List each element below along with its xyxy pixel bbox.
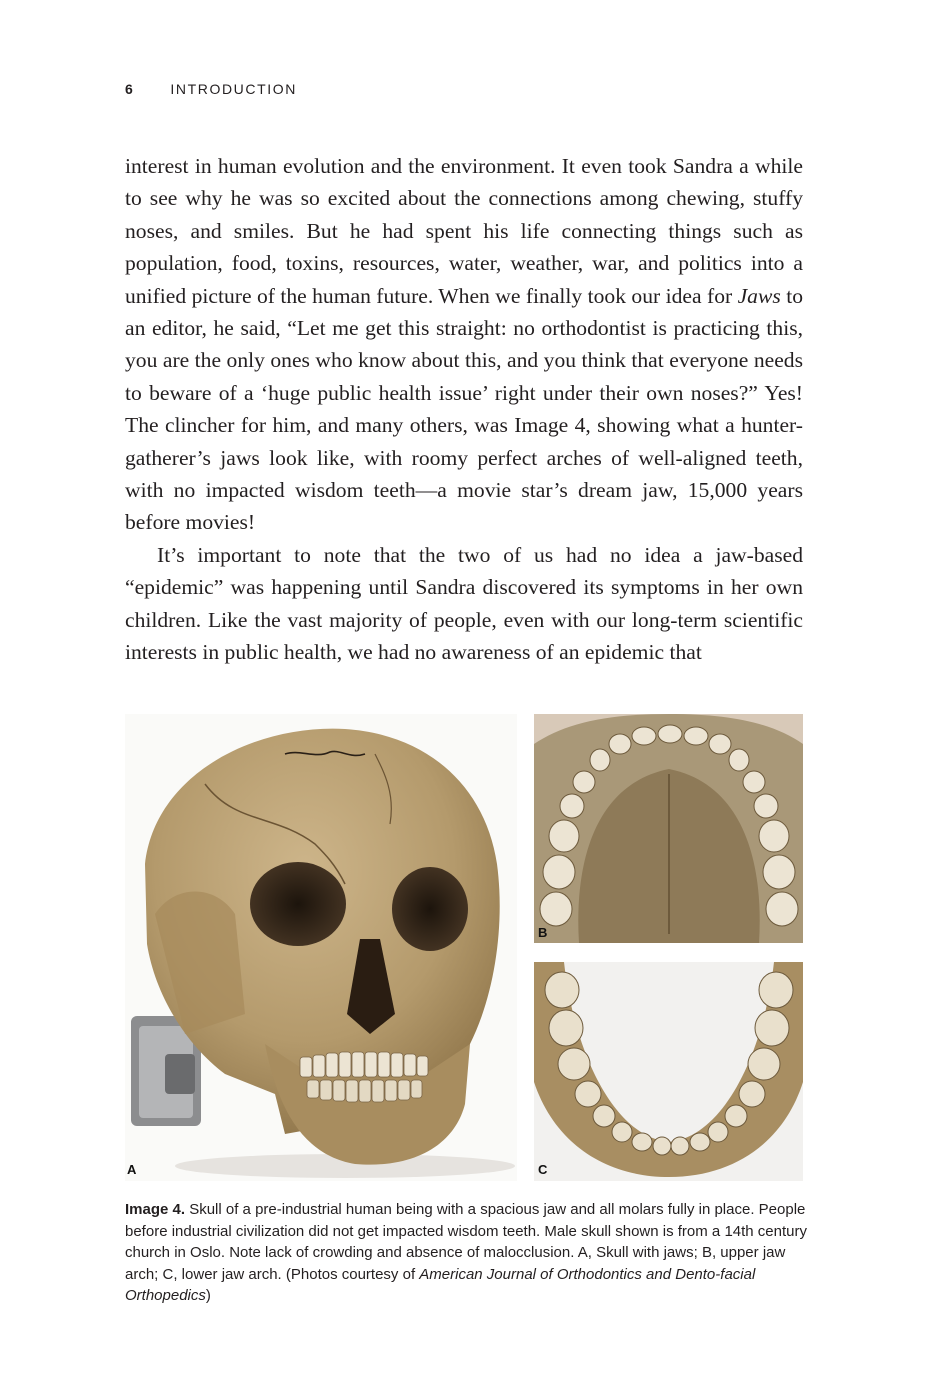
paragraph-2: It’s important to note that the two of us had no idea a jaw-based “epidemic” was happening until Sandra discovered its symptoms in her own children. Like the vast majority of people, even with our long-term scientific interests in public health, we had no awareness of an epidemic that (125, 542, 803, 665)
photo-lower-jaw-arch (534, 962, 803, 1181)
book-title: Jaws (737, 283, 781, 308)
upper-arch-illustration (534, 714, 803, 943)
panel-label-b: B (538, 925, 548, 940)
page-number: 6 (125, 81, 135, 97)
skull-illustration (125, 714, 517, 1181)
caption-text: Skull of a pre-industrial human being with a spacious jaw and all molars fully in place. People before industrial civilization did not get impacted wisdom teeth. Male skull shown is from a 14th century church in Oslo. Note lack of crowding and absence of malocclusion. A, Skull with jaws; B, upper jaw arch; C, lower jaw arch. (Photos courtesy of (125, 1201, 807, 1283)
running-head (125, 81, 297, 97)
paragraph-1 (125, 150, 803, 539)
caption-source: American Journal of Orthodontics and Dento-facial Orthopedics (125, 1265, 756, 1304)
panel-label-a: A (127, 1162, 137, 1177)
panel-label-c: C (538, 1162, 548, 1177)
figure-image-4 (125, 714, 803, 1181)
photo-skull-with-jaws (125, 714, 517, 1181)
body-text (125, 150, 803, 669)
section-title: INTRODUCTION (170, 81, 297, 97)
caption-end: ) (205, 1287, 211, 1304)
figure-caption (125, 1199, 815, 1307)
photo-upper-jaw-arch (534, 714, 803, 943)
caption-label: Image 4. (125, 1201, 186, 1218)
lower-arch-illustration (534, 962, 803, 1181)
paragraph-1-start: interest in human evolution and the environment. It even took Sandra a while to see why he was so excited about the connections among chewing, stuffy noses, and smiles. But he had spent his life connecting things such as population, food, toxins, resources, water, weather, war, and politics into a unified picture of the human future. When we finally took our idea for (125, 154, 803, 308)
paragraph-1-end: to an editor, he said, “Let me get this straight: no orthodontist is practicing this, you are the only ones who know about this, and you think that everyone needs to beware of a ‘huge public health issue’ right under their own noses?” Yes! The clincher for him, and many others, was Image 4, showing what a hunter-gatherer’s jaws look like, with roomy perfect arches of well-aligned teeth, with no impacted wisdom teeth—a movie star’s dream jaw, 15,000 years before movies! (125, 283, 803, 535)
